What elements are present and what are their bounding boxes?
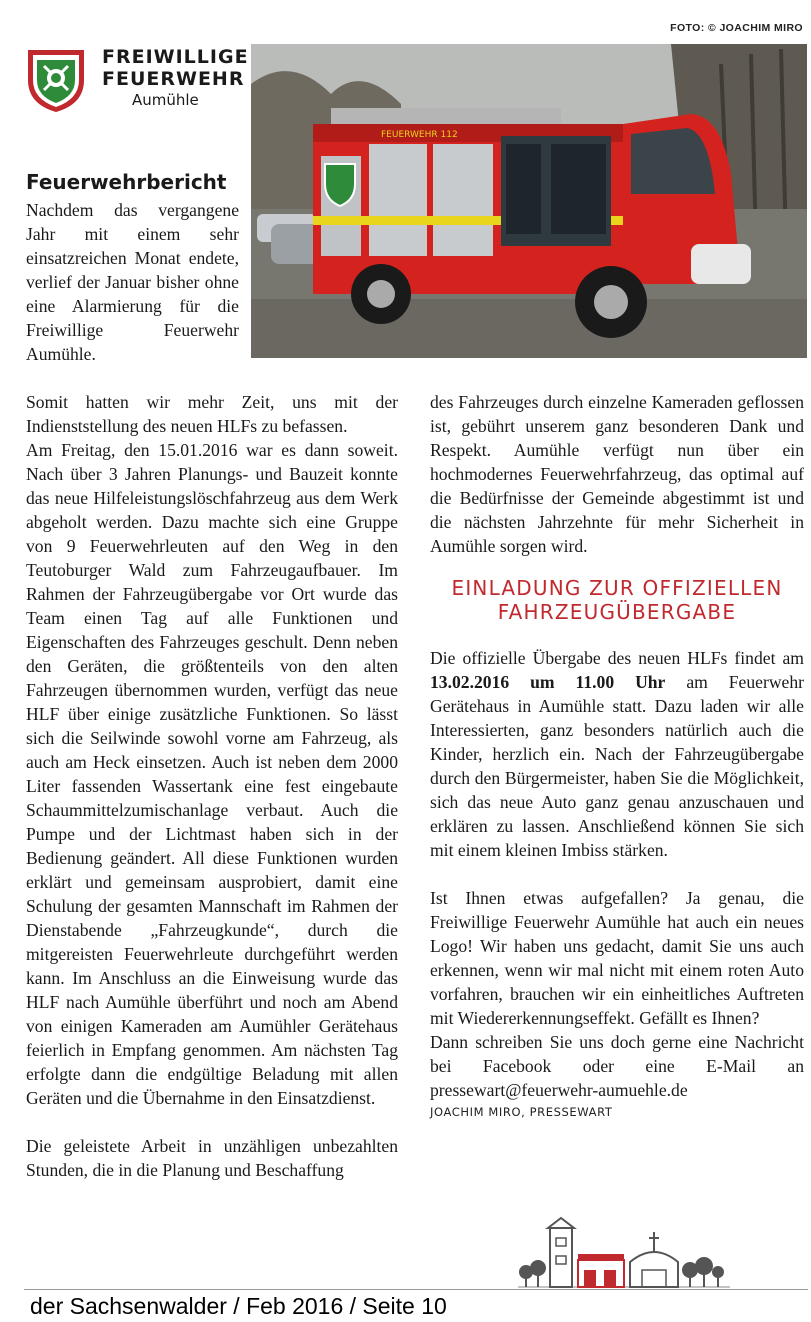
fire-brigade-crest-icon bbox=[24, 46, 88, 114]
invitation-heading: EINLADUNG ZUR OFFIZIELLEN FAHRZEUGÜBERGABE bbox=[451, 576, 783, 624]
logo-wordmark bbox=[102, 46, 249, 110]
invitation-paragraph: Die offizielle Übergabe des neuen HLFs findet am 13.02.2016 um 11.00 Uhr am Feuerwehr Gerätehaus in Aumühle statt. Dazu laden wir alle Interessierten, ganz besonders natürlich auch die Kinder, herzlich ein. Nach der Fahrzeugübergabe durch den Bürgermeister, haben Sie die Möglichkeit, sich das neue Auto ganz genau anzuschauen und erklären zu lassen. Anschließend können Sie sich mit einem kleinen Imbiss stärken. bbox=[430, 648, 804, 860]
paragraph: Ist Ihnen etwas aufgefallen? Ja genau, die Freiwillige Feuerwehr Aumühle hat auch ein neues Logo! Wir haben uns gedacht, damit Sie uns auch erkennen, wenn wir mal nicht mit einem roten Auto vorfahren, brauchen wir ein einheitliches Auftreten mit Wiedererkennungseffekt. Gefällt es Ihnen? bbox=[430, 888, 804, 1028]
village-skyline-icon bbox=[518, 1216, 730, 1288]
photo-credit: FOTO: © JOACHIM MIRO bbox=[670, 22, 803, 34]
fire-truck-photo bbox=[251, 44, 807, 358]
logo-line-3: Aumühle bbox=[132, 91, 199, 109]
paragraph: des Fahrzeuges durch einzelne Kameraden geflossen ist, gebührt unserem ganz besonderen Dank und Respekt. Aumühle verfügt nun über ein hochmodernes Feuerwehrfahrzeug, das optimal auf die Bedürfnisse der Gemeinde abgestimmt ist und die nächsten Jahrzehnte für mehr Sicherheit in Aumühle sorgen wird. bbox=[430, 392, 804, 556]
article-heading: Feuerwehrbericht bbox=[26, 170, 227, 194]
page-footer: der Sachsenwalder / Feb 2016 / Seite 10 bbox=[30, 1293, 447, 1319]
paragraph: Die geleistete Arbeit in unzähligen unbezahlten Stunden, die in die Planung und Beschaffung bbox=[26, 1136, 398, 1180]
paragraph: Dann schreiben Sie uns doch gerne eine Nachricht bei Facebook oder eine E-Mail an pressewart@feuerwehr-aumuehle.de bbox=[430, 1032, 804, 1100]
left-column bbox=[26, 390, 398, 1182]
paragraph: Am Freitag, den 15.01.2016 war es dann soweit. Nach über 3 Jahren Planungs- und Bauzeit konnte das neue Hilfeleistungslöschfahrzeug aus dem Werk abgeholt werden. Dazu machte sich eine Gruppe von 9 Feuerwehrleuten auf den Weg in den Teutoburger Wald zum Fahrzeugaufbauer. Im Rahmen der Fahrzeugübergabe vor Ort wurde das Team einen Tag auf alle Funktionen und Eigenschaften des Fahrzeuges geschult. Denn neben den Geräten, die größtenteils von den alten Fahrzeugen übernommen wurden, verfügt das neue HLF über einige zusätzliche Funktionen. So lässt sich die Seilwinde sowohl vorne am Fahrzeug, als auch am Heck einsetzen. Auch ist neben dem 2000 Liter fassenden Wassertank eine fest eingebaute Schaummittelzumischanlage verbaut. Auch die Pumpe und der Lichtmast haben sich in der Bedienung geändert. All diese Funktionen wurden erklärt und gemeinsam ausprobiert, damit eine Schulung der gesamten Mannschaft im Rahmen der Dienstabende „Fahrzeugkunde“, durch die mitgereisten Feuerwehrleute durchgeführt werden kann. Im Anschluss an die Einweisung wurde das HLF nach Aumühle überführt und noch am Abend von einigen Kameraden am Aumühler Gerätehaus feierlich in Empfang genommen. Am nächsten Tag erfolgte dann die endgültige Beladung mit allen Geräten und die Übernahme in den Einsatzdienst. bbox=[26, 440, 398, 1108]
article-intro: Nachdem das vergangene Jahr mit einem sehr einsatzreichen Monat endete, verlief der Januar bisher ohne eine Alarmierung für die Freiwillige Feuerwehr Aumühle. bbox=[26, 200, 239, 364]
truck-label: FEUERWEHR 112 bbox=[381, 130, 458, 140]
signature: JOACHIM MIRO, PRESSEWART bbox=[430, 1105, 613, 1119]
right-column bbox=[430, 390, 804, 1122]
logo-line-2: FEUERWEHR bbox=[102, 68, 245, 90]
logo-line-1: FREIWILLIGE bbox=[102, 46, 249, 68]
paragraph: Somit hatten wir mehr Zeit, uns mit der Indienststellung des neuen HLFs zu befassen. bbox=[26, 392, 398, 436]
